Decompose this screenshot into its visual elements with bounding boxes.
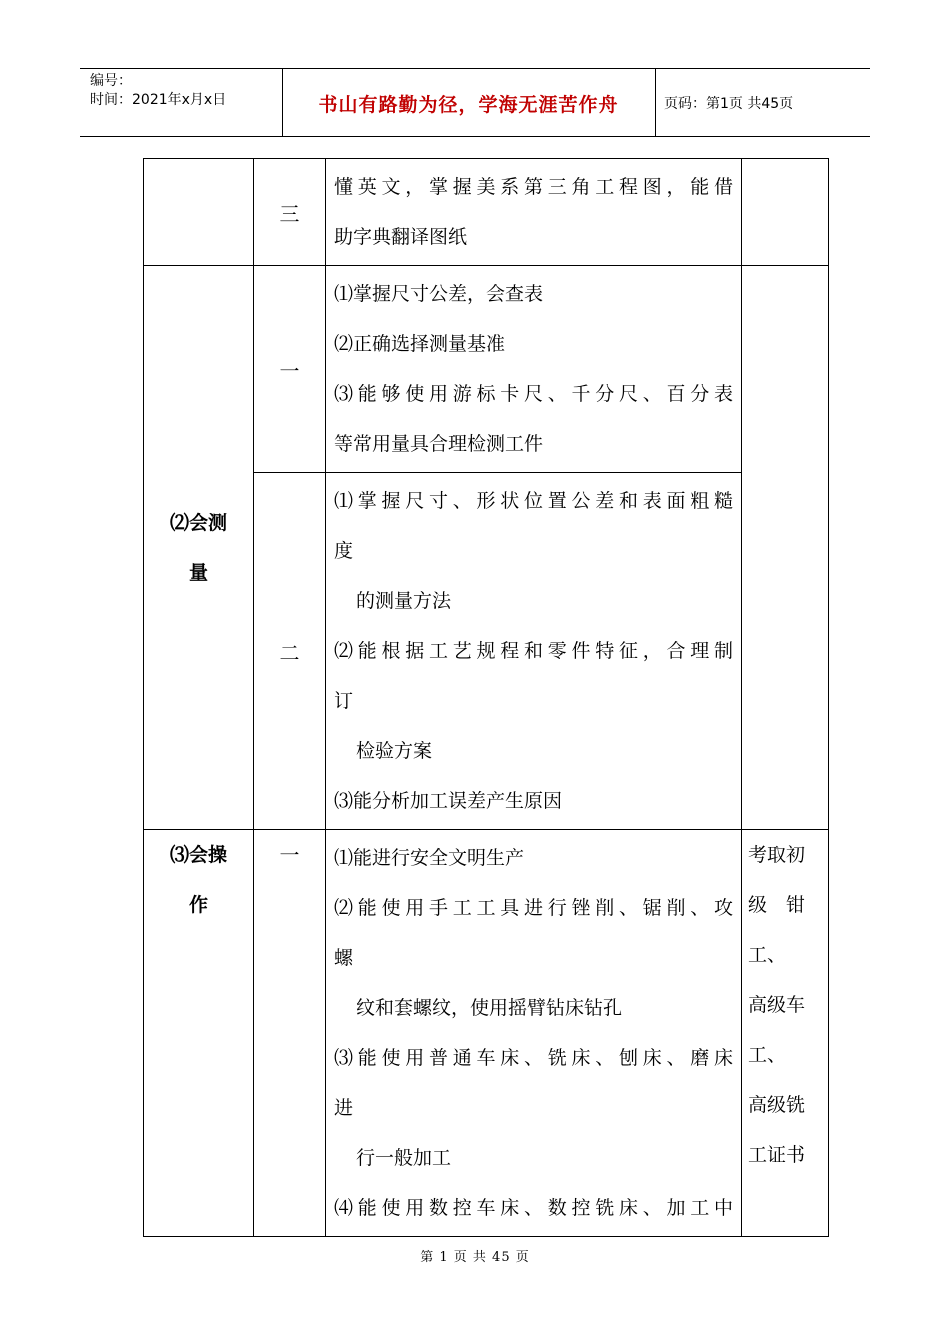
content-cell [326,159,742,266]
note-cell-certificate [742,830,829,1237]
content-cell [326,266,742,473]
item-label: 量 [188,561,208,584]
content-line: 订 [334,690,354,712]
item-label: ⑵会测 [169,511,227,534]
note-line: 高级车 [748,994,806,1016]
content-line: 助字典翻译图纸 [334,226,468,248]
item-cell-measure [144,266,254,830]
header-motto: 书山有路勤为径，学海无涯苦作舟 [318,94,619,116]
content-line: 度 [334,540,354,562]
header-divider [655,68,656,136]
note-line: 工、 [748,944,787,966]
note-line: 高级铣 [748,1094,806,1116]
content-line: ⑵正确选择测量基准 [334,333,506,355]
content-line: 等常用量具合理检测工件 [334,433,544,455]
level-cell: 一 [254,830,326,1237]
note-line: 工、 [748,1044,787,1066]
content-line: ⑴掌握尺寸、形状位置公差和表面粗糙 [334,490,733,512]
page-info: 页码：第1页 共45页 [664,96,794,112]
content-cell [326,830,742,1237]
content-line: 进 [334,1097,354,1119]
note-line: 工证书 [748,1144,806,1166]
note-cell [742,159,829,266]
table-row [144,159,829,266]
content-line: ⑶能分析加工误差产生原因 [334,790,563,812]
number-label: 编号： [90,73,132,89]
content-line: 的测量方法 [356,590,452,612]
table-row [144,830,829,1237]
header-bottom-rule [80,136,870,137]
time-label: 时间：2021年x月x日 [90,92,227,108]
content-line: ⑷能使用数控车床、数控铣床、加工中 [334,1197,733,1219]
content-cell [326,473,742,830]
level-cell: 二 [254,473,326,830]
content-line: 螺 [334,947,354,969]
level-cell: 一 [254,266,326,473]
header-meta [90,72,226,110]
content-line: ⑵能根据工艺规程和零件特征，合理制 [334,640,733,662]
note-cell [742,266,829,830]
item-label: ⑶会操 [169,844,227,866]
content-line: ⑴掌握尺寸公差，会查表 [334,283,544,305]
table-row [144,266,829,473]
item-label: 作 [188,894,208,916]
skills-table [143,158,829,1237]
content-line: ⑵能使用手工工具进行锉削、锯削、攻 [334,897,733,919]
header-top-rule [80,68,870,69]
content-line: ⑶能使用普通车床、铣床、刨床、磨床 [334,1047,733,1069]
page-footer: 第 1 页 共 45 页 [420,1250,530,1265]
item-cell-operate [144,830,254,1237]
item-cell [144,159,254,266]
content-line: ⑶能够使用游标卡尺、千分尺、百分表 [334,383,733,405]
content-line: 懂英文，掌握美系第三角工程图，能借 [334,176,733,198]
content-line: 检验方案 [356,740,433,762]
note-line: 级 钳 [748,894,806,916]
content-line: 纹和套螺纹，使用摇臂钻床钻孔 [356,997,623,1019]
content-line: ⑴能进行安全文明生产 [334,847,525,869]
content-line: 行一般加工 [356,1147,452,1169]
level-cell: 三 [254,159,326,266]
note-line: 考取初 [748,844,806,866]
